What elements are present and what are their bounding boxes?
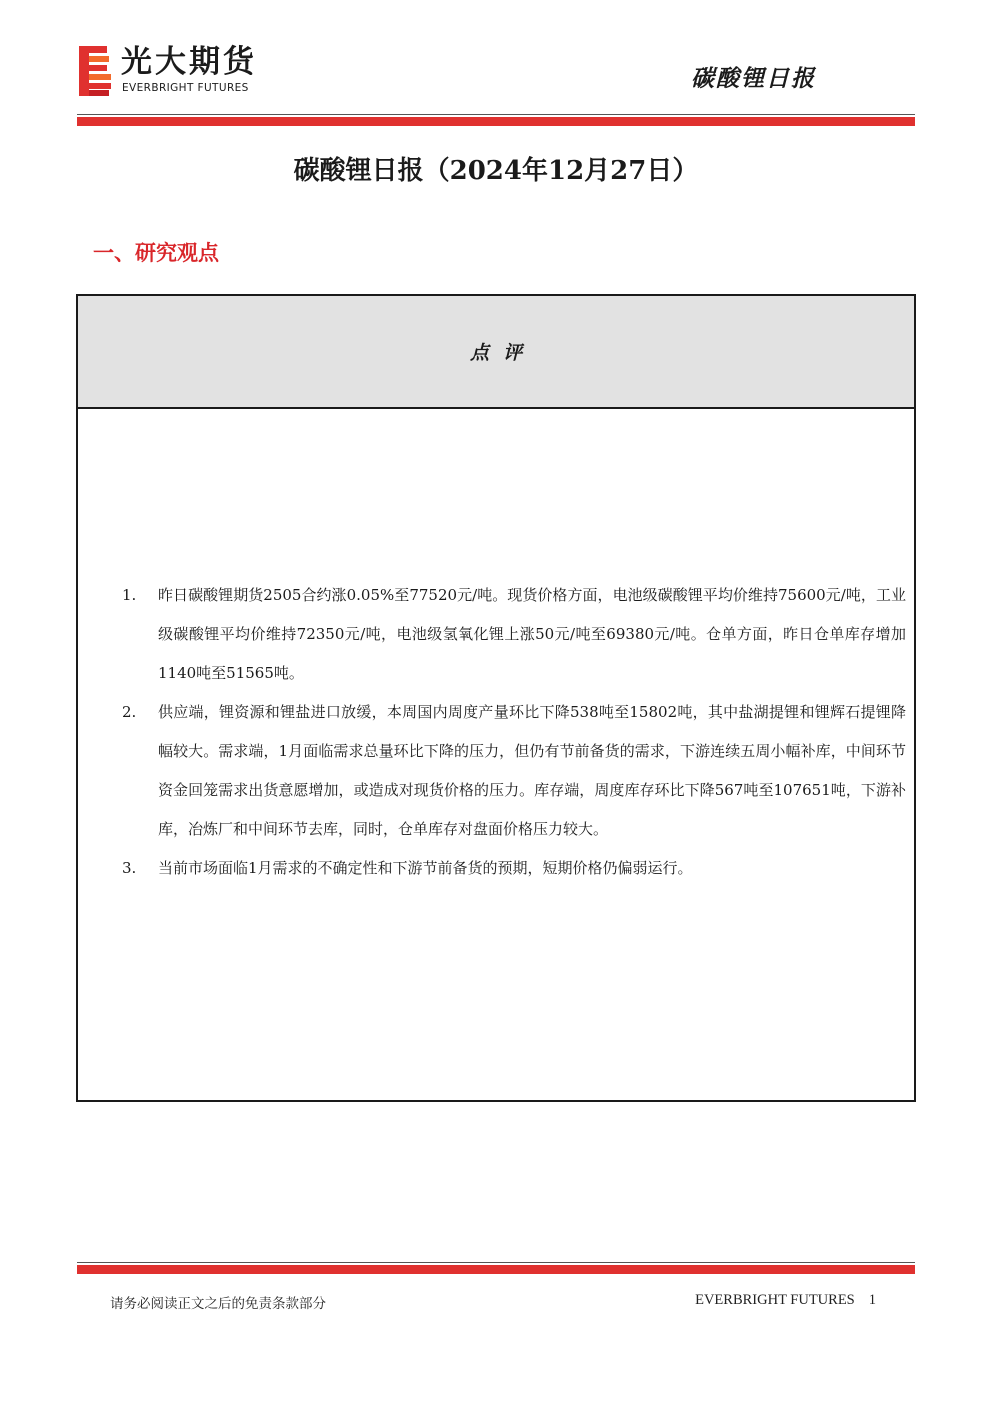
comment-list — [78, 576, 914, 888]
comment-box — [76, 294, 916, 1102]
header-rule — [77, 114, 915, 126]
logo-chinese-name: 光大期货 — [121, 44, 257, 80]
company-logo — [77, 40, 297, 100]
list-item-number: 2. — [122, 703, 137, 721]
list-item-number: 1. — [122, 586, 137, 604]
list-item-text: 供应端，锂资源和锂盐进口放缓，本周国内周度产量环比下降538吨至15802吨，其中盐湖提锂和锂辉石提锂降幅较大。需求端，1月面临需求总量环比下降的压力，但仍有节前备货的需求，下游连续五周小幅补库，中间环节资金回笼需求出货意愿增加，或造成对现货价格的压力。库存端，周度库存环比下降567吨至107651吨，下游补库，冶炼厂和中间环节去库，同时，仓单库存对盘面价格压力较大。 — [158, 703, 906, 838]
header-report-name: 碳酸锂日报 — [691, 66, 816, 92]
page-number: 1 — [868, 1292, 876, 1308]
list-item — [78, 576, 914, 693]
comment-header-label: 点评 — [469, 342, 536, 364]
comment-header — [78, 296, 914, 409]
footer-company-name: EVERBRIGHT FUTURES — [695, 1292, 855, 1308]
list-item — [78, 849, 914, 888]
list-item — [78, 693, 914, 849]
list-item-number: 3. — [122, 859, 137, 877]
section-heading: 一、研究观点 — [93, 240, 219, 265]
footer-company — [695, 1292, 876, 1309]
list-item-text: 昨日碳酸锂期货2505合约涨0.05%至77520元/吨。现货价格方面，电池级碳酸锂平均价维持75600元/吨，工业级碳酸锂平均价维持72350元/吨，电池级氢氧化锂上涨50元/吨至69380元/吨。仓单方面，昨日仓单库存增加1140吨至51565吨。 — [158, 586, 906, 682]
list-item-text: 当前市场面临1月需求的不确定性和下游节前备货的预期，短期价格仍偏弱运行。 — [158, 859, 693, 877]
document-title: 碳酸锂日报（2024年12月27日） — [293, 156, 699, 186]
footer-rule — [77, 1262, 915, 1274]
logo-english-name: EVERBRIGHT FUTURES — [122, 82, 249, 94]
footer-disclaimer: 请务必阅读正文之后的免责条款部分 — [110, 1296, 326, 1312]
everbright-logo-icon — [77, 44, 113, 98]
